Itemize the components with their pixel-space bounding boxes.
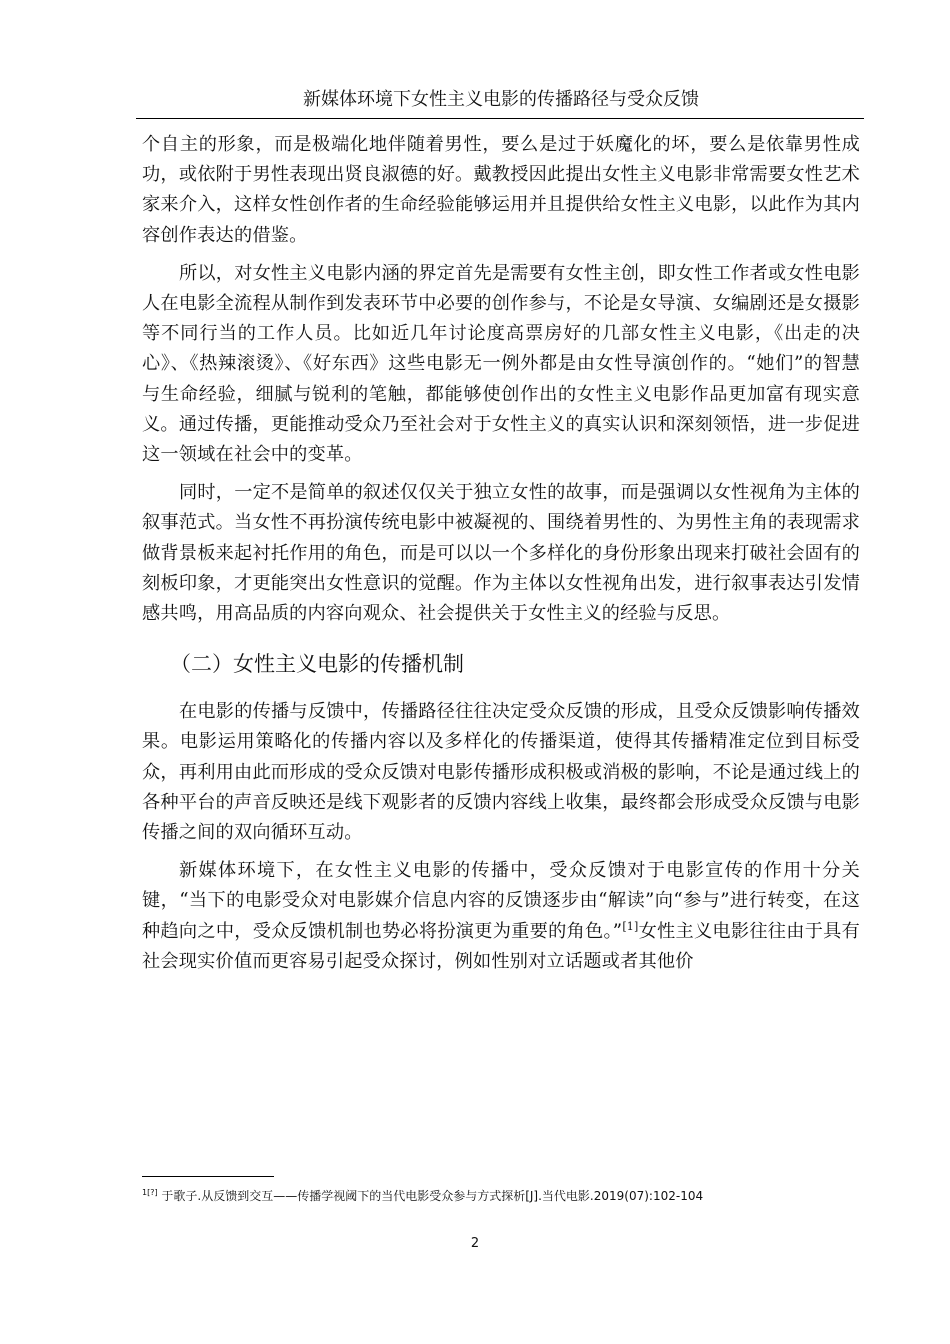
paragraph-1: 个自主的形象，而是极端化地伴随着男性，要么是过于妖魔化的坏，要么是依靠男性成功，或依附于男性表现出贤良淑德的好。戴教授因此提出女性主义电影非常需要女性艺术家来介入，这样女性创作者的生命经验能够运用并且提供给女性主义电影，以此作为其内容创作表达的借鉴。 — [142, 134, 860, 246]
paragraph-3: 同时，一定不是简单的叙述仅仅关于独立女性的故事，而是强调以女性视角为主体的叙事范式。当女性不再扮演传统电影中被凝视的、围绕着男性的、为男性主角的表现需求做背景板来起衬托作用的角色，而是可以以一个多样化的身份形象出现来打破社会固有的刻板印象，才更能突出女性意识的觉醒。作为主体以女性视角出发，进行叙事表达引发情感共鸣，用高品质的内容向观众、社会提供关于女性主义的经验与反思。 — [142, 482, 860, 625]
page-number: 2 — [470, 1236, 480, 1251]
header-rule — [136, 118, 864, 119]
section-heading: （二）女性主义电影的传播机制 — [170, 652, 464, 677]
footnote — [142, 1188, 860, 1204]
footnote-text: 于歌子.从反馈到交互——传播学视阈下的当代电影受众参与方式探析[J].当代电影.2019(07):102-104 — [157, 1189, 704, 1203]
footnote-mark: 1[?] — [142, 1188, 158, 1197]
paragraph-5-text-b: 女性主义电影往往由于具有社会现实价值而更容易引起受众探讨，例如性别对立话题或者其他价 — [142, 920, 860, 972]
paragraph-5-text-a: 新媒体环境下，在女性主义电影的传播中，受众反馈对于电影宣传的作用十分关键，“当下的电影受众对电影媒介信息内容的反馈逐步由“解读”向“参与”进行转变，在这种趋向之中，受众反馈机制也势必将扮演更为重要的角色。” — [142, 860, 860, 942]
paragraph-4: 在电影的传播与反馈中，传播路径往往决定受众反馈的形成，且受众反馈影响传播效果。电影运用策略化的传播内容以及多样化的传播渠道，使得其传播精准定位到目标受众，再利用由此而形成的受众反馈对电影传播形成积极或消极的影响，不论是通过线上的各种平台的声音反映还是线下观影者的反馈内容线上收集，最终都会形成受众反馈与电影传播之间的双向循环互动。 — [142, 701, 860, 844]
paragraph-5 — [142, 856, 860, 977]
running-header: 新媒体环境下女性主义电影的传播路径与受众反馈 — [303, 89, 699, 110]
footnote-rule — [142, 1176, 274, 1177]
citation-marker[interactable]: [1] — [622, 919, 639, 933]
paragraph-2: 所以，对女性主义电影内涵的界定首先是需要有女性主创，即女性工作者或女性电影人在电影全流程从制作到发表环节中必要的创作参与，不论是女导演、女编剧还是女摄影等不同行当的工作人员。比如近几年讨论度高票房好的几部女性主义电影，《出走的决心》、《热辣滚烫》、《好东西》这些电影无一例外都是由女性导演创作的。“她们”的智慧与生命经验，细腻与锐利的笔触，都能够使创作出的女性主义电影作品更加富有现实意义。通过传播，更能推动受众乃至社会对于女性主义的真实认识和深刻领悟，进一步促进这一领域在社会中的变革。 — [142, 262, 860, 466]
body-text — [142, 130, 860, 977]
